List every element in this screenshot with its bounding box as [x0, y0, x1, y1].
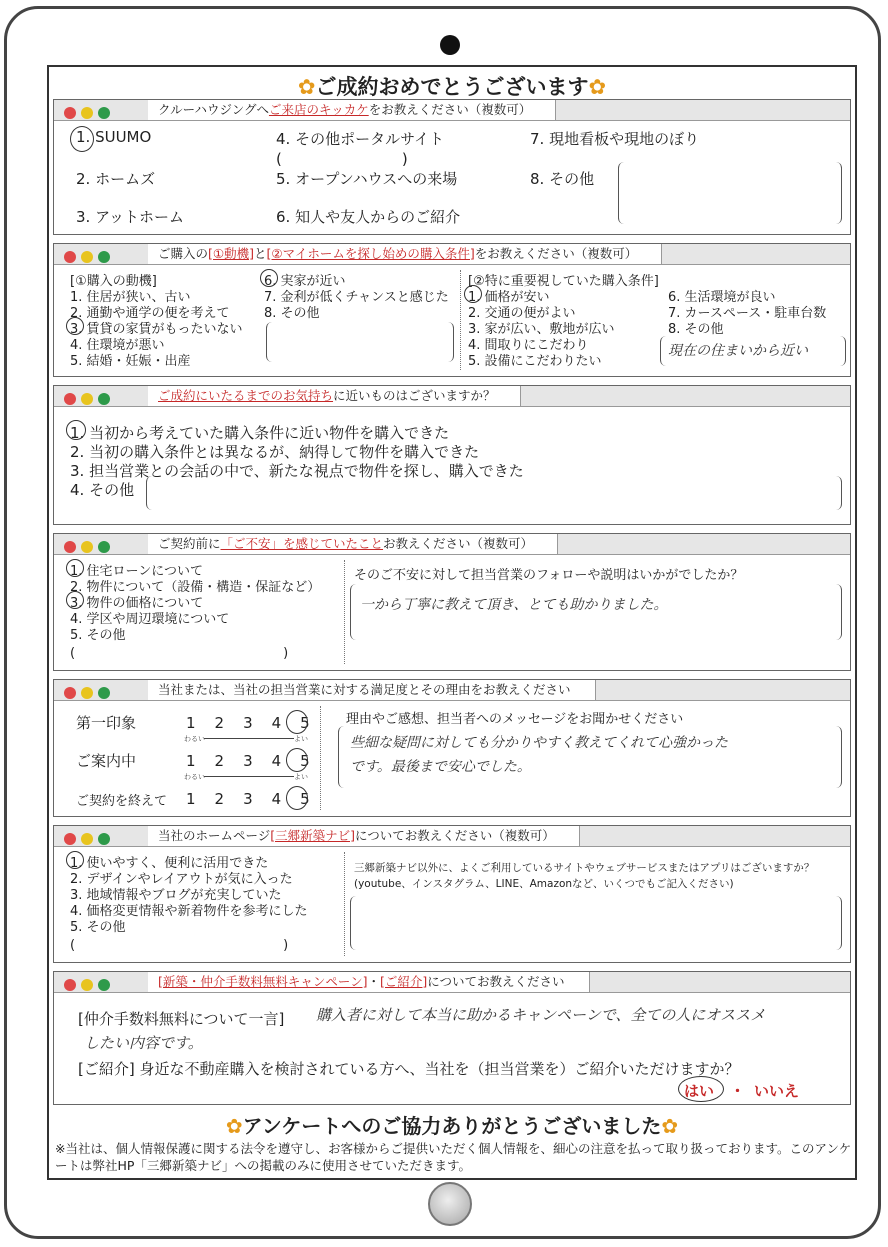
- referral-no[interactable]: いいえ: [754, 1082, 800, 1100]
- condition-option[interactable]: 2. 交通の便がよい: [468, 306, 576, 321]
- anxiety-option[interactable]: 1. 住宅ローンについて: [70, 564, 204, 579]
- selected-mark: [678, 1076, 724, 1102]
- rating-scale[interactable]: 1 2 3 4 5: [186, 714, 312, 732]
- selected-mark: [286, 710, 308, 734]
- handwritten-comment-line1: 購入者に対して本当に助かるキャンペーンで、全ての人にオススメ: [316, 1006, 766, 1024]
- handwritten-answer-line2: です。最後まで安心でした。: [350, 759, 531, 775]
- handwritten-answer: 一から丁寧に教えて頂き、とても助かりました。: [360, 597, 668, 613]
- option-2[interactable]: 2. ホームズ: [76, 170, 156, 188]
- flower-icon: ✿: [297, 75, 316, 99]
- scale-bad-label: わるい: [184, 773, 205, 781]
- divider: [344, 852, 345, 956]
- divider: [320, 706, 321, 810]
- section-homepage: [53, 825, 851, 963]
- section-satisfaction: [53, 679, 851, 817]
- section-visit-trigger: [53, 99, 851, 235]
- homepage-option[interactable]: 2. デザインやレイアウトが気に入った: [70, 872, 293, 887]
- feeling-option[interactable]: 1. 当初から考えていた購入条件に近い物件を購入できた: [70, 424, 450, 442]
- handwritten-answer: 現在の住まいから近い: [668, 343, 808, 359]
- campaign-comment-label: [仲介手数料無料について一言]: [78, 1010, 285, 1028]
- condition-option[interactable]: 4. 間取りにこだわり: [468, 338, 589, 353]
- window-dots-icon: [64, 390, 115, 409]
- section-header: [54, 244, 850, 265]
- condition-option[interactable]: 1. 価格が安い: [468, 290, 550, 305]
- scale-arrow: [204, 738, 294, 739]
- section-feelings: [53, 385, 851, 525]
- homepage-option[interactable]: 3. 地域情報やブログが充実していた: [70, 888, 282, 903]
- window-dots-icon: [64, 684, 115, 703]
- section-title: 当社または、当社の担当営業に対する満足度とその理由をお教えください: [148, 680, 596, 700]
- flower-icon: ✿: [588, 75, 607, 99]
- home-button[interactable]: [428, 1182, 472, 1226]
- window-dots-icon: [64, 248, 115, 267]
- section-title: [新築・仲介手数料無料キャンペーン]・[ご紹介]についてお教えください: [148, 972, 590, 992]
- feeling-other-box[interactable]: [146, 476, 842, 510]
- message-question: 理由やご感想、担当者へのメッセージをお聞かせください: [346, 712, 684, 727]
- section-header: [54, 680, 850, 701]
- rating-label-guiding: ご案内中: [76, 752, 137, 770]
- condition-option[interactable]: 3. 家が広い、敷地が広い: [468, 322, 615, 337]
- tablet-frame: [4, 6, 881, 1239]
- other-sites-question: 三郷新築ナビ以外に、よくご利用しているサイトやウェブサービスまたはアプリはございますか？: [354, 862, 815, 874]
- page-title: ✿ご成約おめでとうございます✿: [297, 75, 607, 99]
- section-title: 当社のホームページ[三郷新築ナビ]についてお教えください（複数可）: [148, 826, 580, 846]
- motive-option[interactable]: 1. 住居が狭い、古い: [70, 290, 191, 305]
- section-header: [54, 534, 850, 555]
- scale-good-label: よい: [294, 773, 308, 781]
- other-input-box[interactable]: [618, 162, 842, 224]
- referral-separator: ・: [730, 1082, 746, 1100]
- section-title: ご成約にいたるまでのお気持ちに近いものはございますか？: [148, 386, 521, 406]
- motive-option[interactable]: 3. 賃貸の家賃がもったいない: [70, 322, 243, 337]
- section-header: [54, 826, 850, 847]
- other-sites-hint: (youtube、インスタグラム、LINE、Amazonなど、いくつでもご記入ください): [354, 878, 734, 890]
- homepage-option[interactable]: 4. 価格変更情報や新着物件を参考にした: [70, 904, 308, 919]
- section-header: [54, 100, 850, 121]
- section-purchase-motive: [53, 243, 851, 377]
- rating-scale[interactable]: 1 2 3 4 5: [186, 790, 312, 808]
- option-4[interactable]: 4. その他ポータルサイト: [276, 130, 445, 148]
- section-title: ご契約前に「ご不安」を感じていたことお教えください（複数可）: [148, 534, 558, 554]
- handwritten-answer-line1: 些細な疑問に対しても分かりやすく教えてくれて心強かった: [350, 735, 728, 751]
- feeling-option[interactable]: 2. 当初の購入条件とは異なるが、納得して物件を購入できた: [70, 443, 480, 461]
- flower-icon: ✿: [661, 1114, 679, 1138]
- window-dots-icon: [64, 104, 115, 123]
- section-header: [54, 386, 850, 407]
- motive-option[interactable]: 7. 金利が低くチャンスと感じた: [264, 290, 449, 305]
- handwritten-comment-line2: したい内容です。: [84, 1034, 203, 1052]
- option-4-paren: ( ): [276, 150, 408, 168]
- section-anxiety: [53, 533, 851, 671]
- window-dots-icon: [64, 830, 115, 849]
- flower-icon: ✿: [225, 1114, 243, 1138]
- anxiety-option[interactable]: 3. 物件の価格について: [70, 596, 204, 611]
- homepage-other-paren[interactable]: ( ): [70, 938, 289, 953]
- anxiety-other-paren[interactable]: ( ): [70, 646, 289, 661]
- homepage-option[interactable]: 1. 使いやすく、便利に活用できた: [70, 856, 269, 871]
- condition-option[interactable]: 6. 生活環境が良い: [668, 290, 776, 305]
- selected-mark: [286, 748, 308, 772]
- feeling-option[interactable]: 4. その他: [70, 481, 135, 499]
- homepage-option[interactable]: 5. その他: [70, 920, 126, 935]
- scale-arrow: [204, 776, 294, 777]
- divider: [460, 270, 461, 370]
- anxiety-option[interactable]: 5. その他: [70, 628, 126, 643]
- window-dots-icon: [64, 976, 115, 995]
- scale-bad-label: わるい: [184, 735, 205, 743]
- option-6[interactable]: 6. 知人や友人からのご紹介: [276, 208, 461, 226]
- follow-up-question: そのご不安に対して担当営業のフォローや説明はいかがでしたか？: [354, 568, 744, 583]
- option-7[interactable]: 7. 現地看板や現地のぼり: [530, 130, 700, 148]
- anxiety-option[interactable]: 2. 物件について（設備・構造・保証など）: [70, 580, 321, 595]
- condition-option[interactable]: 7. カースペース・駐車台数: [668, 306, 827, 321]
- condition-heading: [②特に重要視していた購入条件]: [468, 274, 659, 289]
- rating-label-after-contract: ご契約を終えて: [76, 794, 168, 809]
- condition-option[interactable]: 8. その他: [668, 322, 724, 337]
- scale-good-label: よい: [294, 735, 308, 743]
- divider: [344, 560, 345, 664]
- selected-mark: [286, 786, 308, 810]
- motive-option[interactable]: 5. 結婚・妊娠・出産: [70, 354, 191, 369]
- section-header: [54, 972, 850, 993]
- option-1[interactable]: 1. SUUMO: [76, 128, 152, 146]
- camera-dot: [440, 35, 460, 55]
- motive-heading: [①購入の動機]: [70, 274, 157, 289]
- rating-label-first-impression: 第一印象: [76, 714, 137, 732]
- survey-sheet: [47, 65, 857, 1180]
- closing-title: ✿アンケートへのご協力ありがとうございました✿: [225, 1114, 679, 1138]
- rating-scale[interactable]: 1 2 3 4 5: [186, 752, 312, 770]
- referral-yes[interactable]: はい: [684, 1082, 715, 1100]
- option-5[interactable]: 5. オープンハウスへの来場: [276, 170, 458, 188]
- other-sites-box[interactable]: [350, 896, 842, 950]
- section-campaign: [53, 971, 851, 1105]
- motive-option[interactable]: 2. 通勤や通学の便を考えて: [70, 306, 230, 321]
- privacy-notice: ※当社は、個人情報保護に関する法令を遵守し、お客様からご提供いただく個人情報を、細心の注意を払って取り扱っております。このアンケートは弊社HP「三郷新築ナビ」への掲載のみに使用させていただきます。: [55, 1141, 852, 1173]
- section-title: ご購入の[①動機]と[②マイホームを探し始めの購入条件]をお教えください（複数可）: [148, 244, 662, 264]
- feeling-option[interactable]: 3. 担当営業との会話の中で、新たな視点で物件を探し、購入できた: [70, 462, 524, 480]
- option-8[interactable]: 8. その他: [530, 170, 595, 188]
- window-dots-icon: [64, 538, 115, 557]
- motive-option[interactable]: 8. その他: [264, 306, 320, 321]
- motive-option[interactable]: 4. 住環境が悪い: [70, 338, 165, 353]
- anxiety-option[interactable]: 4. 学区や周辺環境について: [70, 612, 230, 627]
- option-3[interactable]: 3. アットホーム: [76, 208, 185, 226]
- section-title: クルーハウジングへご来店のキッカケをお教えください（複数可）: [148, 100, 556, 120]
- referral-question: [ご紹介] 身近な不動産購入を検討されている方へ、当社を（担当営業を）ご紹介いただけますか？: [78, 1060, 740, 1078]
- motive-other-box[interactable]: [266, 322, 454, 362]
- motive-option[interactable]: 6. 実家が近い: [264, 274, 346, 289]
- condition-option[interactable]: 5. 設備にこだわりたい: [468, 354, 602, 369]
